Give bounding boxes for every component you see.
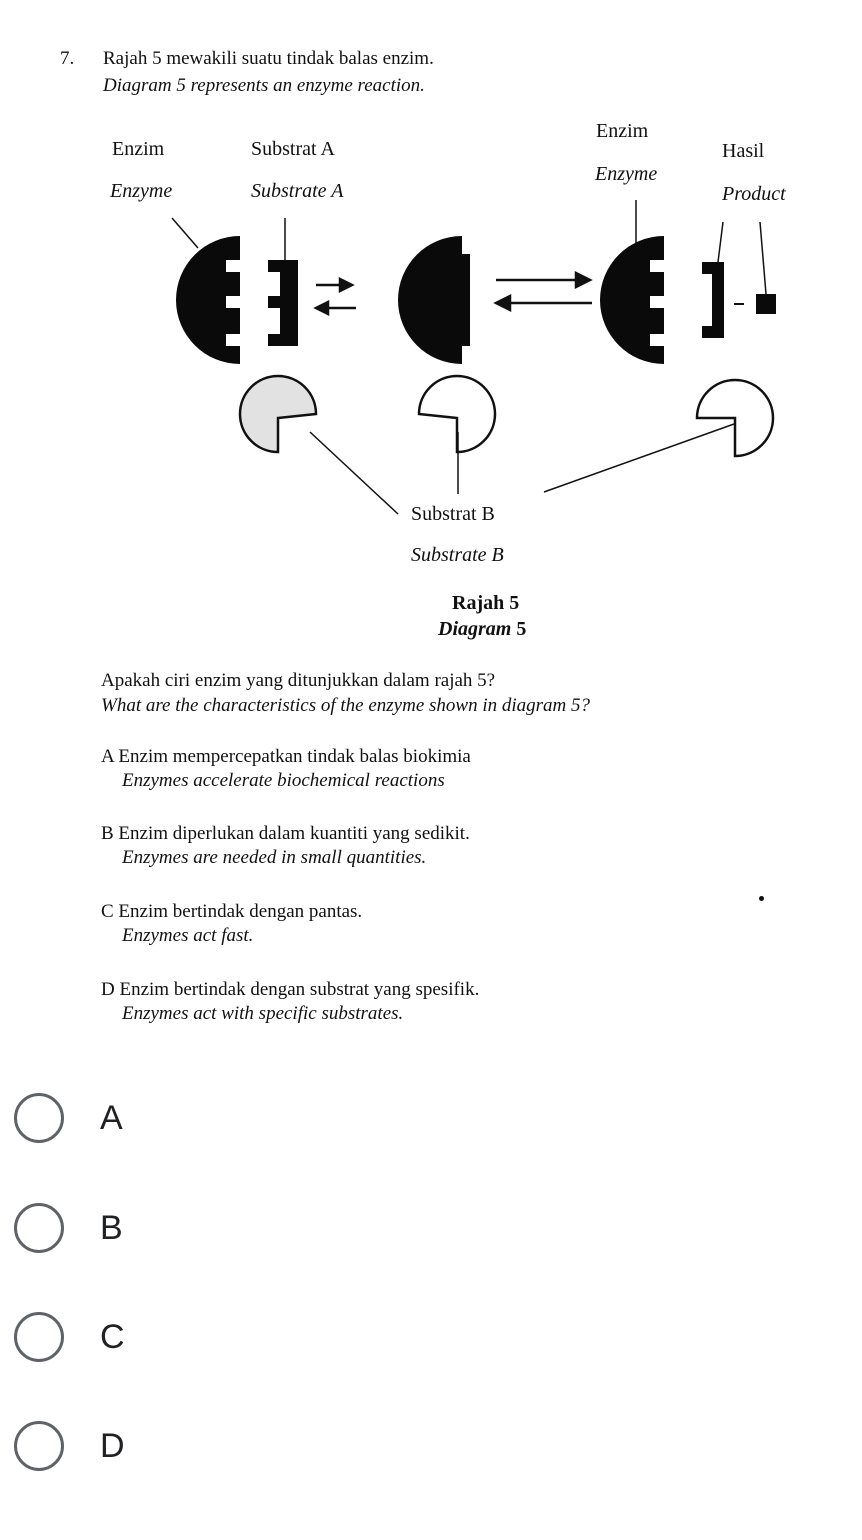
product-square-shape (756, 294, 776, 314)
option-b-en: Enzymes are needed in small quantities. (122, 847, 427, 868)
product-pointer-1 (718, 222, 723, 262)
label-enzyme-left-en: Enzyme (110, 180, 173, 202)
label-enzyme-right-en: Enzyme (595, 163, 658, 185)
product-pointer-2 (760, 222, 766, 294)
answer-choice-d[interactable] (14, 1414, 514, 1478)
substrate-b-pointer-3 (544, 424, 734, 492)
label-enzyme-right-ms: Enzim (596, 120, 649, 142)
option-d-ms: D Enzim bertindak dengan substrat yang spesifik. (101, 979, 480, 1000)
answer-choice-d-label: D (100, 1426, 125, 1465)
answer-choice-c[interactable] (14, 1305, 514, 1369)
radio-circle-icon[interactable] (14, 1093, 64, 1143)
answer-choice-b-label: B (100, 1208, 123, 1247)
label-substrate-a-en: Substrate A (251, 180, 344, 202)
caption-en-word: Diagram (438, 618, 512, 640)
caption-en-number: 5 (516, 618, 527, 640)
option-a-en: Enzymes accelerate biochemical reactions (122, 770, 445, 791)
label-product-ms: Hasil (722, 140, 765, 162)
equilibrium-arrows-2 (496, 273, 592, 310)
question-number: 7. (60, 48, 75, 69)
substrate-b-shape-2 (419, 376, 495, 452)
answer-choice-b[interactable] (14, 1196, 514, 1260)
option-b-ms: B Enzim diperlukan dalam kuantiti yang sedikit. (101, 823, 470, 844)
option-b-text (101, 822, 470, 870)
enzyme-reaction-diagram (0, 0, 862, 600)
caption-ms: Rajah 5 (452, 592, 520, 614)
caption-en (438, 618, 526, 641)
answer-choice-a[interactable] (14, 1086, 514, 1150)
prompt-en: What are the characteristics of the enzyme shown in diagram 5? (101, 695, 591, 716)
prompt-ms: Apakah ciri enzim yang ditunjukkan dalam rajah 5? (101, 670, 496, 691)
substrate-b-pointer-1 (310, 432, 398, 514)
radio-circle-icon[interactable] (14, 1421, 64, 1471)
enzyme-substrate-complex (398, 236, 470, 364)
enzyme-left-shape (176, 236, 240, 364)
label-product-en: Product (722, 183, 786, 205)
label-substrate-b-en: Substrate B (411, 544, 504, 566)
option-c-ms: C Enzim bertindak dengan pantas. (101, 901, 363, 922)
label-substrate-b-ms: Substrat B (411, 503, 495, 525)
radio-circle-icon[interactable] (14, 1203, 64, 1253)
option-a-text (101, 745, 471, 793)
label-substrate-a-ms: Substrat A (251, 138, 335, 160)
answer-choice-c-label: C (100, 1317, 125, 1356)
option-a-ms: A Enzim mempercepatkan tindak balas biokimia (101, 746, 471, 767)
question-stem-ms: Rajah 5 mewakili suatu tindak balas enzim. (103, 48, 434, 69)
substrate-a-shape (268, 260, 298, 346)
substrate-b-shape-3 (697, 380, 773, 456)
substrate-b-shape-1 (240, 376, 316, 452)
question-stem-en: Diagram 5 represents an enzyme reaction. (103, 75, 425, 96)
option-d-en: Enzymes act with specific substrates. (122, 1003, 404, 1024)
radio-circle-icon[interactable] (14, 1312, 64, 1362)
label-enzyme-left-ms: Enzim (112, 138, 165, 160)
product-bracket-shape (702, 262, 724, 338)
option-d-text (101, 978, 479, 1026)
enzyme-right-shape (600, 236, 664, 364)
enzyme-left-pointer (172, 218, 198, 248)
option-c-text (101, 900, 362, 948)
option-c-en: Enzymes act fast. (122, 925, 254, 946)
stray-dot (759, 896, 764, 901)
equilibrium-arrows-1 (316, 279, 356, 314)
answer-choice-a-label: A (100, 1098, 123, 1137)
